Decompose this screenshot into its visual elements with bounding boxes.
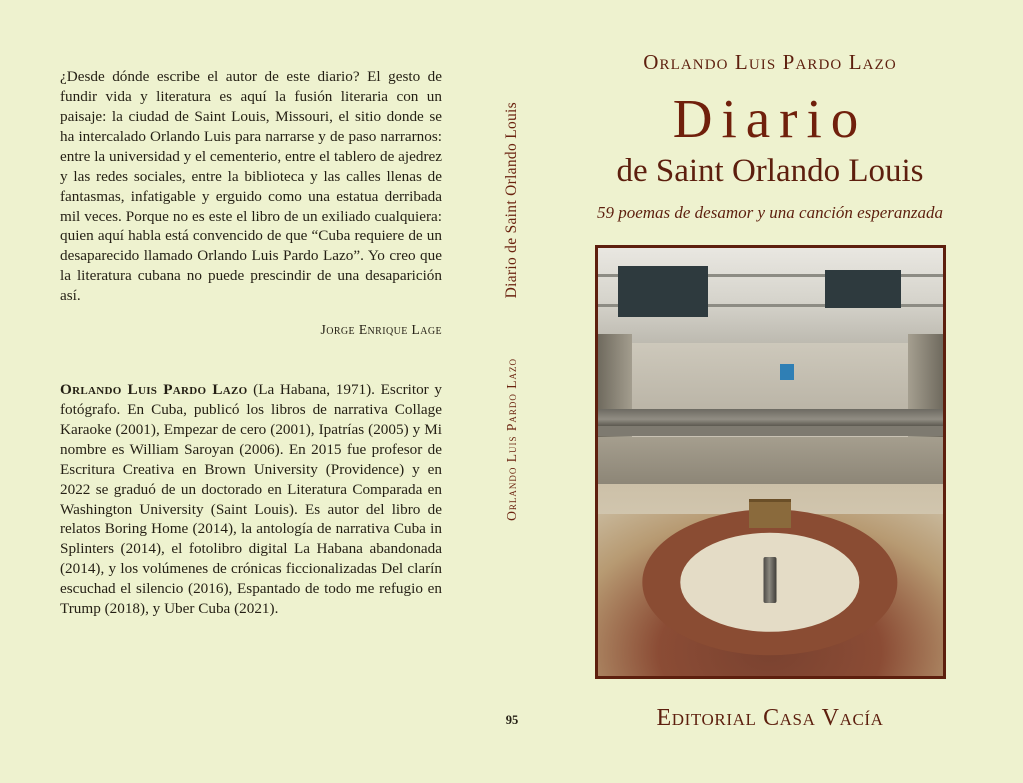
photo-balcony-rail-lower (598, 426, 943, 436)
front-cover-panel (560, 50, 980, 732)
spine-author: Orlando Luis Pardo Lazo (504, 358, 519, 522)
cover-photograph (595, 245, 946, 679)
spine-title: Diario de Saint Orlando Louis (503, 102, 520, 299)
photo-window-panel (618, 266, 708, 317)
back-cover-panel (60, 52, 442, 634)
photo-kiosk (749, 499, 791, 528)
front-cover-author: Orlando Luis Pardo Lazo (643, 50, 897, 74)
blurb-text: ¿Desde dónde escribe el autor de este diario? El gesto de fundir vida y literatura es aquí la fusión literaria con un paisaje: la ciudad de Saint Louis, Missouri, el sitio donde se ha intercalado Orlando Luis para narrarse y de paso narrarnos: entre la universidad y el cementerio, entre el tablero de ajedrez y las redes sociales, entre la biblioteca y las calles llenas de fantasmas, infatigable y erguido como una estatua derribada mil veces. Porque no es este el libro de un exiliado cualquiera: quien aquí habla está convencido de que “Cuba requiere de un desaparecido llamado Orlando Luis Pardo Lazo”. Yo creo que la literatura cubana no puede prescindir de una desaparición así. (60, 68, 442, 305)
photo-balcony-rail (598, 409, 943, 426)
front-cover-title: Diario (672, 88, 868, 149)
blurb-attribution: Jorge Enrique Lage (320, 322, 442, 338)
publisher-name: Editorial Casa Vacía (656, 705, 884, 732)
author-bio (60, 380, 442, 619)
photo-mid-wall (598, 437, 943, 484)
photo-trash-bin (764, 557, 777, 603)
author-bio-name: Orlando Luis Pardo Lazo (60, 381, 248, 399)
book-spine (492, 40, 532, 727)
photo-blue-sign (780, 364, 794, 380)
front-cover-subtitle: de Saint Orlando Louis (616, 153, 924, 190)
spine-page-number: 95 (505, 713, 519, 727)
photo-window-panel (825, 270, 901, 309)
front-cover-tagline: 59 poemas de desamor y una canción esperanzada (596, 203, 944, 223)
author-bio-text: (La Habana, 1971). Escritor y fotógrafo. En Cuba, publicó los libros de narrativa Collage Karaoke (2001), Empezar de cero (2001), Ipatrías (2005) y Mi nombre es William Saroyan (2006). En 2015 fue profesor de Escritura Creativa en Brown University (Providence) y en 2022 se graduó de un doctorado en Literatura Comparada en Washington University (Saint Louis). Es autor del libro de relatos Boring Home (2014), la antología de narrativa Cuba in Splinters (2014), el fotolibro digital La Habana abandonada (2014), y los volúmenes de crónicas ficcionalizadas Del clarín escuchad el silencio (2016), Espantado de todo me refugio en Trump (2018), y Uber Cuba (2021). (60, 381, 442, 618)
